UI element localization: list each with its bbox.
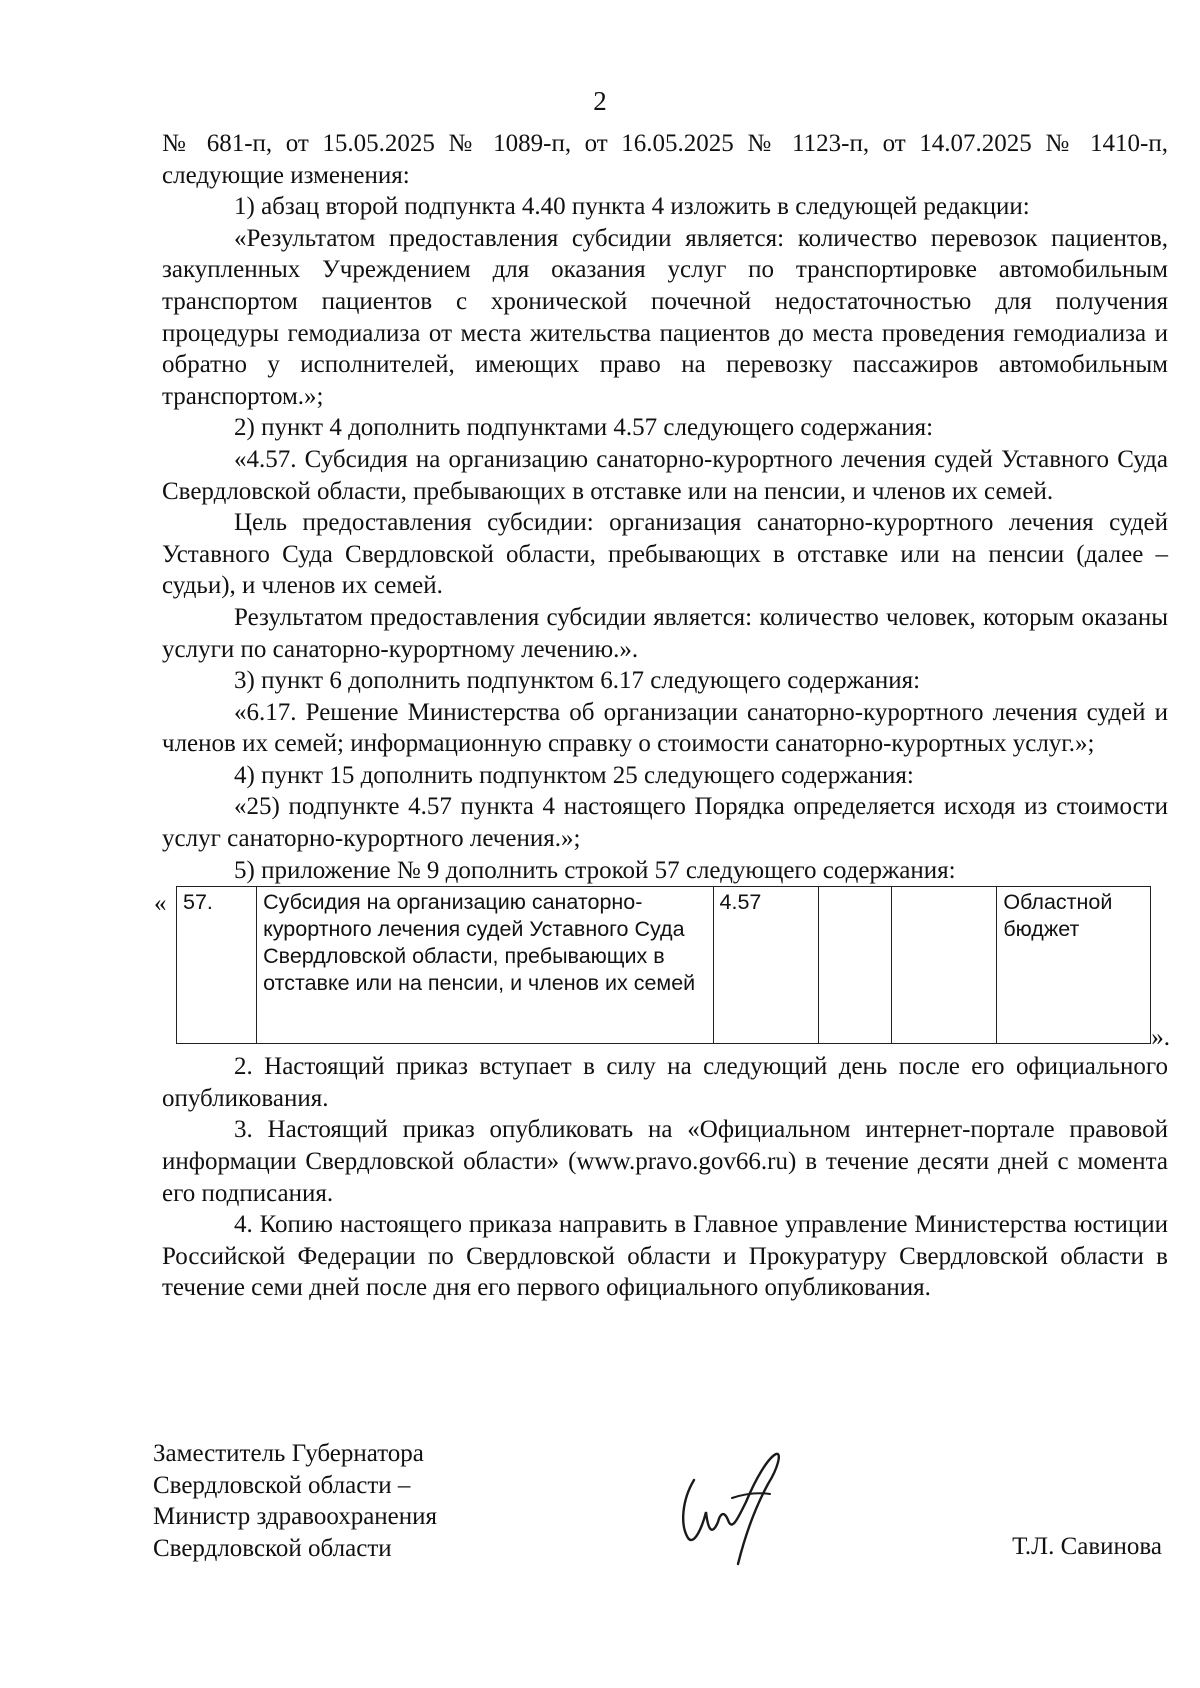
paragraph: 2. Настоящий приказ вступает в силу на следующий день после его официального опубликования. [162,1053,1168,1112]
table-cell-description: Субсидия на организацию санаторно-курортного лечения судей Уставного Суда Свердловской области, пребывающих в отставке или на пенсии, и членов их семей [257,887,713,1044]
paragraph: «25) подпункте 4.57 пункта 4 настоящего Порядка определяется исходя из стоимости услуг санаторно-курортного лечения.»; [162,793,1168,853]
paragraph: Цель предоставления субсидии: организация санаторно-курортного лечения судей Уставного Суда Свердловской области, пребывающих в отставке или на пенсии (далее – судьи), и членов их семей. [162,509,1168,600]
appendix-row-block [154,886,1170,1051]
paragraph: 3. Настоящий приказ опубликовать на «Официальном интернет-портале правовой информации Свердловской области» (www.pravo.gov66.ru) в течение десяти дней с момента его подписания. [162,1116,1168,1207]
appendix-table [176,886,1151,1044]
paragraphs-after [162,1051,1168,1304]
table-row [177,887,1151,1044]
page-number: 2 [593,86,607,116]
paragraph: Результатом предоставления субсидии является: количество человек, которым оказаны услуги по санаторно-курортному лечению.». [162,603,1168,663]
table-cell-empty [819,887,891,1044]
table-quote-close: ». [1151,1023,1170,1051]
table-quote-open: « [154,890,167,918]
paragraph: 1) абзац второй подпункта 4.40 пункта 4 изложить в следующей редакции: [234,193,1030,221]
position-line: Свердловской области – [153,1471,411,1499]
position-line: Заместитель Губернатора [153,1440,424,1467]
table-cell-budget: Областной бюджет [997,887,1151,1044]
paragraph: 2) пункт 4 дополнить подпунктами 4.57 следующего содержания: [234,414,934,442]
paragraph: «Результатом предоставления субсидии является: количество перевозок пациентов, закупленных Учреждением для оказания услуг по транспортировке автомобильным транспортом пациентов с хронической почечной недостаточностью для получения процедуры гемодиализа от места жительства пациентов до места проведения гемодиализа и обратно у исполнителей, имеющих право на перевозку пассажиров автомобильным транспортом.»; [162,224,1168,410]
signatory-position [153,1438,437,1564]
paragraph: 4. Копию настоящего приказа направить в Главное управление Министерства юстиции Российской Федерации по Свердловской области и Прокуратуру Свердловской области в течение семи дней после дня его первого официального опубликования. [162,1211,1168,1302]
signer-name: Т.Л. Савинова [1012,1533,1162,1560]
position-line: Свердловской области [153,1534,392,1562]
paragraph: 5) приложение № 9 дополнить строкой 57 следующего содержания: [234,856,956,884]
table-cell-empty [891,887,997,1044]
paragraph: «6.17. Решение Министерства об организации санаторно-курортного лечения судей и членов их семей; информационную справку о стоимости санаторно-курортных услуг.»; [162,698,1168,758]
handwritten-signature [672,1440,792,1570]
paragraphs-before [162,128,1168,886]
paragraph: 3) пункт 6 дополнить подпунктом 6.17 следующего содержания: [234,667,921,695]
position-line: Министр здравоохранения [153,1503,438,1530]
table-cell-number: 57. [177,887,257,1044]
paragraph: «4.57. Субсидия на организацию санаторно-курортного лечения судей Уставного Суда Свердловской области, пребывающих в отставке или на пенсии, и членов их семей. [162,445,1168,505]
paragraph: 4) пункт 15 дополнить подпунктом 25 следующего содержания: [234,761,914,789]
paragraph: № 681-п, от 15.05.2025 № 1089-п, от 16.05.2025 № 1123-п, от 14.07.2025 № 1410-п, следующие изменения: [162,130,1168,189]
document-body [154,128,1170,1304]
table-cell-code: 4.57 [713,887,819,1044]
